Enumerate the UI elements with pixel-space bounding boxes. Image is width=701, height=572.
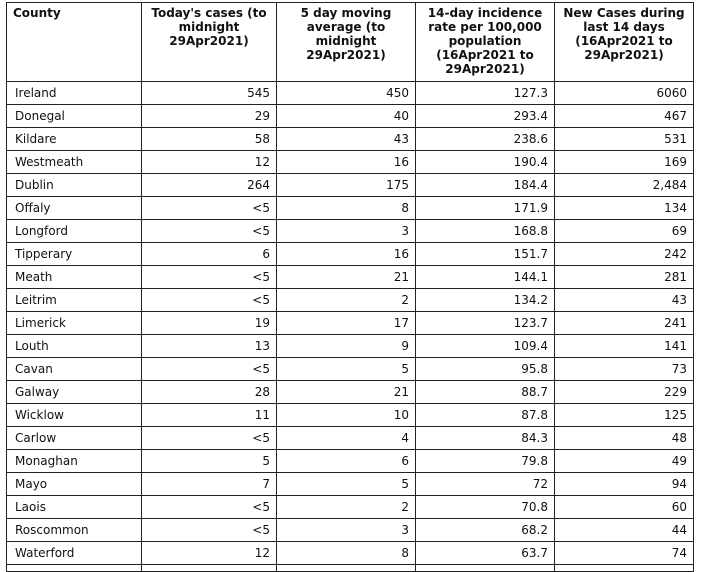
cell-empty <box>7 565 142 572</box>
cell-incidence-rate: 87.8 <box>416 404 555 427</box>
cell-new-cases-14-days: 73 <box>555 358 694 381</box>
cell-new-cases-14-days: 141 <box>555 335 694 358</box>
cell-county: Meath <box>7 266 142 289</box>
cell-county: Dublin <box>7 174 142 197</box>
cell-empty <box>142 565 277 572</box>
table-row <box>7 289 694 312</box>
cell-incidence-rate: 293.4 <box>416 105 555 128</box>
cell-five-day-average: 3 <box>277 519 416 542</box>
cell-new-cases-14-days: 467 <box>555 105 694 128</box>
table-row <box>7 404 694 427</box>
table-row <box>7 312 694 335</box>
cell-five-day-average: 5 <box>277 358 416 381</box>
cell-incidence-rate: 238.6 <box>416 128 555 151</box>
cell-todays-cases: 5 <box>142 450 277 473</box>
cell-five-day-average: 43 <box>277 128 416 151</box>
table-row <box>7 519 694 542</box>
table-body <box>7 82 694 572</box>
cell-incidence-rate: 184.4 <box>416 174 555 197</box>
cell-county: Laois <box>7 496 142 519</box>
cell-new-cases-14-days: 134 <box>555 197 694 220</box>
cell-todays-cases: <5 <box>142 197 277 220</box>
cell-five-day-average: 21 <box>277 266 416 289</box>
cell-new-cases-14-days: 43 <box>555 289 694 312</box>
table-row <box>7 358 694 381</box>
cell-five-day-average: 8 <box>277 197 416 220</box>
cell-incidence-rate: 70.8 <box>416 496 555 519</box>
cell-county: Carlow <box>7 427 142 450</box>
header-county: County <box>7 3 142 82</box>
cell-todays-cases: 7 <box>142 473 277 496</box>
cell-five-day-average: 2 <box>277 289 416 312</box>
cell-todays-cases: 545 <box>142 82 277 105</box>
cell-five-day-average: 5 <box>277 473 416 496</box>
cell-empty <box>416 565 555 572</box>
cell-todays-cases: 28 <box>142 381 277 404</box>
cell-new-cases-14-days: 229 <box>555 381 694 404</box>
cell-county: Leitrim <box>7 289 142 312</box>
covid-county-table-container <box>6 2 694 572</box>
table-row-cutoff <box>7 565 694 572</box>
cell-empty <box>555 565 694 572</box>
cell-new-cases-14-days: 241 <box>555 312 694 335</box>
cell-incidence-rate: 88.7 <box>416 381 555 404</box>
cell-todays-cases: 11 <box>142 404 277 427</box>
cell-new-cases-14-days: 74 <box>555 542 694 565</box>
cell-five-day-average: 9 <box>277 335 416 358</box>
cell-five-day-average: 17 <box>277 312 416 335</box>
cell-incidence-rate: 151.7 <box>416 243 555 266</box>
cell-five-day-average: 175 <box>277 174 416 197</box>
cell-todays-cases: 29 <box>142 105 277 128</box>
header-14-day-incidence: 14-day incidence rate per 100,000 population (16Apr2021 to 29Apr2021) <box>416 3 555 82</box>
cell-incidence-rate: 109.4 <box>416 335 555 358</box>
cell-new-cases-14-days: 531 <box>555 128 694 151</box>
cell-county: Kildare <box>7 128 142 151</box>
cell-todays-cases: 264 <box>142 174 277 197</box>
cell-county: Limerick <box>7 312 142 335</box>
cell-incidence-rate: 63.7 <box>416 542 555 565</box>
cell-new-cases-14-days: 169 <box>555 151 694 174</box>
cell-todays-cases: <5 <box>142 519 277 542</box>
cell-incidence-rate: 72 <box>416 473 555 496</box>
covid-county-table <box>6 2 694 572</box>
cell-county: Wicklow <box>7 404 142 427</box>
cell-incidence-rate: 127.3 <box>416 82 555 105</box>
cell-todays-cases: 12 <box>142 542 277 565</box>
header-new-cases-14-days: New Cases during last 14 days (16Apr2021 to 29Apr2021) <box>555 3 694 82</box>
cell-incidence-rate: 123.7 <box>416 312 555 335</box>
cell-county: Donegal <box>7 105 142 128</box>
cell-todays-cases: <5 <box>142 266 277 289</box>
cell-new-cases-14-days: 48 <box>555 427 694 450</box>
table-row <box>7 243 694 266</box>
table-row <box>7 151 694 174</box>
cell-new-cases-14-days: 60 <box>555 496 694 519</box>
cell-incidence-rate: 134.2 <box>416 289 555 312</box>
cell-todays-cases: 58 <box>142 128 277 151</box>
cell-incidence-rate: 95.8 <box>416 358 555 381</box>
cell-county: Westmeath <box>7 151 142 174</box>
cell-empty <box>277 565 416 572</box>
header-5-day-average: 5 day moving average (to midnight 29Apr2021) <box>277 3 416 82</box>
cell-new-cases-14-days: 94 <box>555 473 694 496</box>
cell-todays-cases: <5 <box>142 220 277 243</box>
table-row <box>7 220 694 243</box>
cell-incidence-rate: 79.8 <box>416 450 555 473</box>
cell-county: Longford <box>7 220 142 243</box>
cell-five-day-average: 21 <box>277 381 416 404</box>
table-row <box>7 496 694 519</box>
cell-five-day-average: 450 <box>277 82 416 105</box>
cell-new-cases-14-days: 44 <box>555 519 694 542</box>
cell-new-cases-14-days: 49 <box>555 450 694 473</box>
table-row <box>7 197 694 220</box>
cell-five-day-average: 16 <box>277 243 416 266</box>
table-row <box>7 174 694 197</box>
table-row <box>7 105 694 128</box>
cell-county: Monaghan <box>7 450 142 473</box>
cell-five-day-average: 6 <box>277 450 416 473</box>
table-row <box>7 128 694 151</box>
header-row <box>7 3 694 82</box>
cell-incidence-rate: 168.8 <box>416 220 555 243</box>
cell-new-cases-14-days: 281 <box>555 266 694 289</box>
table-row <box>7 542 694 565</box>
cell-incidence-rate: 144.1 <box>416 266 555 289</box>
cell-new-cases-14-days: 125 <box>555 404 694 427</box>
cell-county: Roscommon <box>7 519 142 542</box>
cell-five-day-average: 10 <box>277 404 416 427</box>
cell-new-cases-14-days: 6060 <box>555 82 694 105</box>
cell-five-day-average: 4 <box>277 427 416 450</box>
cell-todays-cases: 6 <box>142 243 277 266</box>
cell-county: Louth <box>7 335 142 358</box>
cell-county: Cavan <box>7 358 142 381</box>
cell-five-day-average: 40 <box>277 105 416 128</box>
cell-county: Tipperary <box>7 243 142 266</box>
cell-county: Mayo <box>7 473 142 496</box>
table-row <box>7 335 694 358</box>
table-row <box>7 473 694 496</box>
cell-new-cases-14-days: 2,484 <box>555 174 694 197</box>
cell-incidence-rate: 190.4 <box>416 151 555 174</box>
cell-todays-cases: <5 <box>142 427 277 450</box>
cell-todays-cases: 19 <box>142 312 277 335</box>
header-todays-cases: Today's cases (to midnight 29Apr2021) <box>142 3 277 82</box>
cell-todays-cases: 13 <box>142 335 277 358</box>
cell-five-day-average: 8 <box>277 542 416 565</box>
cell-incidence-rate: 68.2 <box>416 519 555 542</box>
cell-new-cases-14-days: 242 <box>555 243 694 266</box>
cell-todays-cases: <5 <box>142 289 277 312</box>
cell-incidence-rate: 171.9 <box>416 197 555 220</box>
cell-county: Galway <box>7 381 142 404</box>
cell-five-day-average: 2 <box>277 496 416 519</box>
cell-todays-cases: <5 <box>142 358 277 381</box>
cell-county: Waterford <box>7 542 142 565</box>
cell-five-day-average: 3 <box>277 220 416 243</box>
table-row <box>7 427 694 450</box>
cell-county: Ireland <box>7 82 142 105</box>
table-row <box>7 381 694 404</box>
cell-todays-cases: 12 <box>142 151 277 174</box>
table-row <box>7 450 694 473</box>
cell-new-cases-14-days: 69 <box>555 220 694 243</box>
table-row <box>7 266 694 289</box>
cell-incidence-rate: 84.3 <box>416 427 555 450</box>
cell-county: Offaly <box>7 197 142 220</box>
cell-five-day-average: 16 <box>277 151 416 174</box>
cell-todays-cases: <5 <box>142 496 277 519</box>
table-row <box>7 82 694 105</box>
